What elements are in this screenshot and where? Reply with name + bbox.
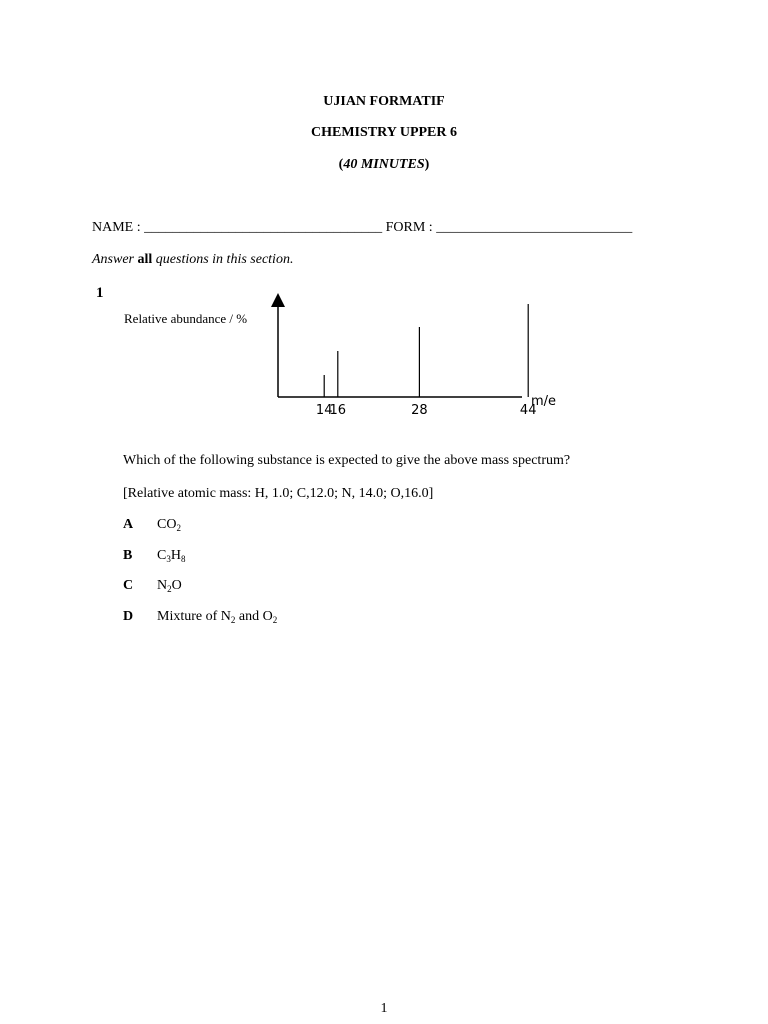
tick-label-14: 14 (315, 403, 333, 418)
spectrum-peaks (324, 304, 528, 397)
y-axis-label: Relative abundance / % (124, 311, 248, 326)
duration-text: 40 MINUTES (343, 157, 425, 172)
form-field[interactable]: ____________________________ (436, 220, 633, 235)
question-stem: Which of the following substance is expected to give the above mass spectrum? (123, 453, 571, 468)
form-label: FORM : (382, 220, 437, 235)
formula-text: and O (235, 609, 273, 624)
duration-open-paren: ( (338, 157, 344, 172)
option-b[interactable] (123, 548, 185, 564)
option-c[interactable] (123, 578, 182, 594)
option-text (157, 609, 277, 624)
subscript: 2 (167, 584, 172, 594)
option-letter: C (123, 578, 134, 593)
formula-text: CO (157, 517, 177, 532)
relative-atomic-mass-note: [Relative atomic mass: H, 1.0; C,12.0; N, 14.0; O,16.0] (123, 486, 434, 501)
option-text (157, 517, 181, 532)
exam-title: UJIAN FORMATIF (323, 94, 445, 109)
subscript: 2 (230, 615, 236, 625)
tick-label-16: 16 (329, 403, 347, 418)
formula-text: N (157, 578, 168, 593)
mass-spectrum-chart (0, 0, 768, 440)
question-number: 1 (96, 285, 104, 301)
option-text (157, 578, 182, 593)
subscript: 2 (176, 523, 181, 533)
x-tick-labels (316, 403, 537, 418)
duration-close-paren: ) (424, 157, 430, 172)
option-letter: B (123, 548, 133, 563)
option-letter: A (123, 517, 134, 532)
page-number: 1 (380, 1001, 388, 1016)
instruction-all: all (137, 252, 153, 267)
instruction-part3: questions in this section. (152, 252, 294, 267)
subscript: 3 (166, 554, 171, 564)
exam-subject: CHEMISTRY UPPER 6 (311, 125, 457, 140)
name-label: NAME : (92, 220, 145, 235)
formula-text: H (170, 548, 181, 563)
tick-label-28: 28 (411, 403, 428, 418)
formula-text: C (157, 548, 167, 563)
option-letter: D (123, 609, 134, 624)
instruction-part1: Answer (92, 252, 138, 267)
option-a[interactable] (123, 517, 181, 533)
option-d[interactable] (123, 609, 277, 625)
formula-text: Mixture of N (157, 609, 231, 624)
x-axis-label: m/e (531, 394, 557, 409)
formula-text: O (171, 578, 182, 593)
subscript: 2 (272, 615, 278, 625)
tick-label-44: 44 (519, 403, 537, 418)
option-text (157, 548, 185, 563)
subscript: 8 (180, 554, 186, 564)
name-field[interactable]: __________________________________ (144, 220, 383, 235)
y-axis-arrow-icon (271, 293, 285, 307)
